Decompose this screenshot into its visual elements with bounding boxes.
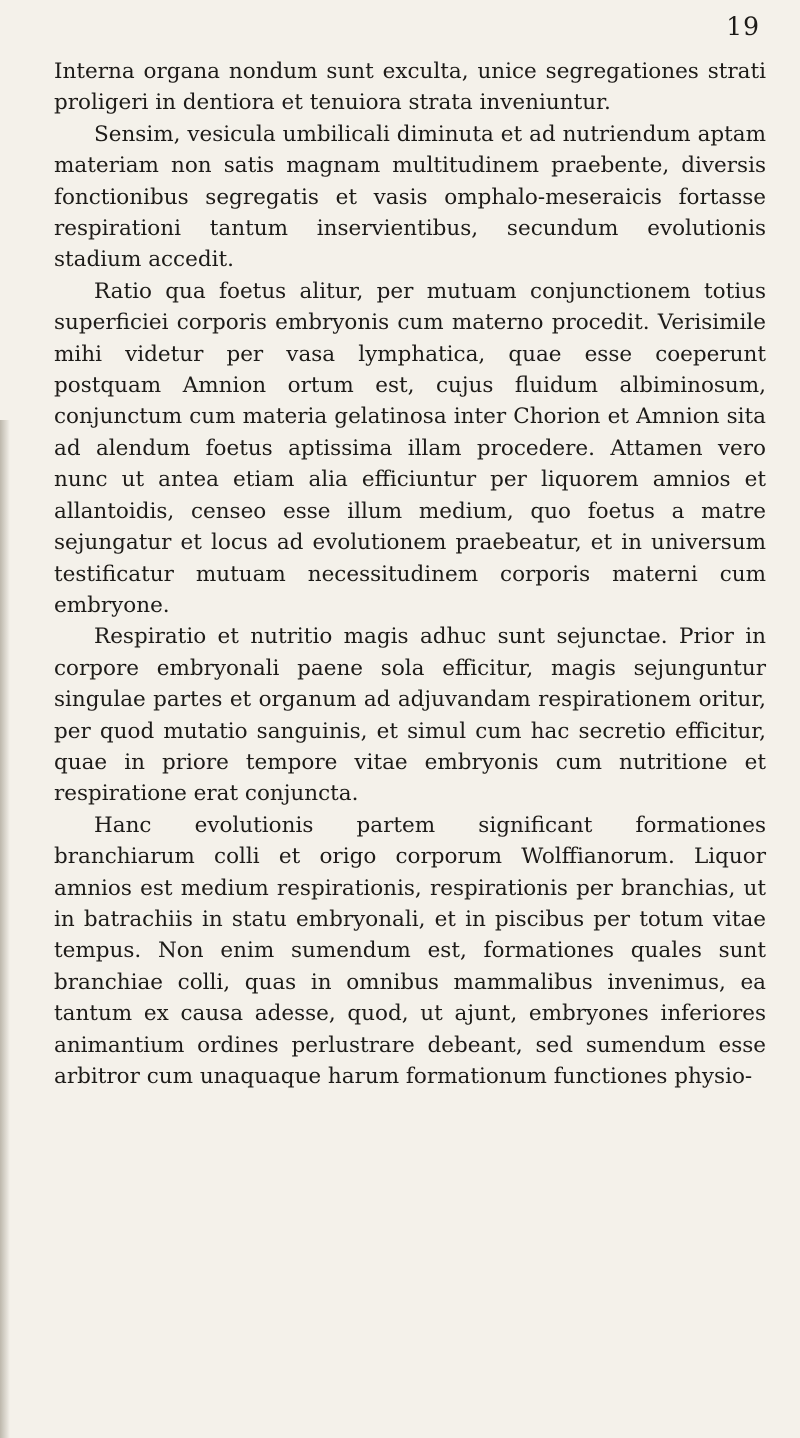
paragraph-1: Interna organa nondum sunt exculta, unice segregationes strati proligeri in dentiora et tenuiora strata inveniuntur. xyxy=(54,59,766,116)
paragraph-5: Hanc evolutionis partem significant formationes branchiarum colli et origo corporum Wolffianorum. Liquor amnios est medium respirationis, respirationis per branchias, ut in batrachiis in statu embryonali, et in piscibus per totum vitae tempus. Non enim sumendum est, formationes quales sunt branchiae colli, quas in omnibus mammalibus invenimus, ea tantum ex causa adesse, quod, ut ajunt, embryones inferiores animantium ordines perlustrare debeant, sed sumendum esse arbitror cum unaquaque harum formationum functiones physio- xyxy=(54,812,766,1089)
body-text xyxy=(54,56,766,1092)
paragraph-4: Respiratio et nutritio magis adhuc sunt sejunctae. Prior in corpore embryonali paene sola efficitur, magis sejunguntur singulae partes et organum ad adjuvandam respirationem oritur, per quod mutatio sanguinis, et simul cum hac secretio efficitur, quae in priore tempore vitae embryonis cum nutritione et respiratione erat conjuncta. xyxy=(54,624,766,807)
paragraph-2: Sensim, vesicula umbilicali diminuta et ad nutriendum aptam materiam non satis magnam multitudinem praebente, diversis fonctionibus segregatis et vasis omphalo-meseraicis fortasse respirationi tantum inservientibus, secundum evolutionis stadium accedit. xyxy=(54,121,766,273)
page-number: 19 xyxy=(726,12,760,41)
page-edge-shadow xyxy=(0,420,10,1438)
paragraph-3: Ratio qua foetus alitur, per mutuam conjunctionem totius superficiei corporis embryonis cum materno procedit. Verisimile mihi videtur per vasa lymphatica, quae esse coeperunt postquam Amnion ortum est, cujus fluidum albiminosum, conjunctum cum materia gelatinosa inter Chorion et Amnion sita ad alendum foetus aptissima illam procedere. Attamen vero nunc ut antea etiam alia efficiuntur per liquorem amnios et allantoidis, censeo esse illum medium, quo foetus a matre sejungatur et locus ad evolutionem praebeatur, et in universum testificatur mutuam necessitudinem corporis materni cum embryone. xyxy=(54,278,766,618)
